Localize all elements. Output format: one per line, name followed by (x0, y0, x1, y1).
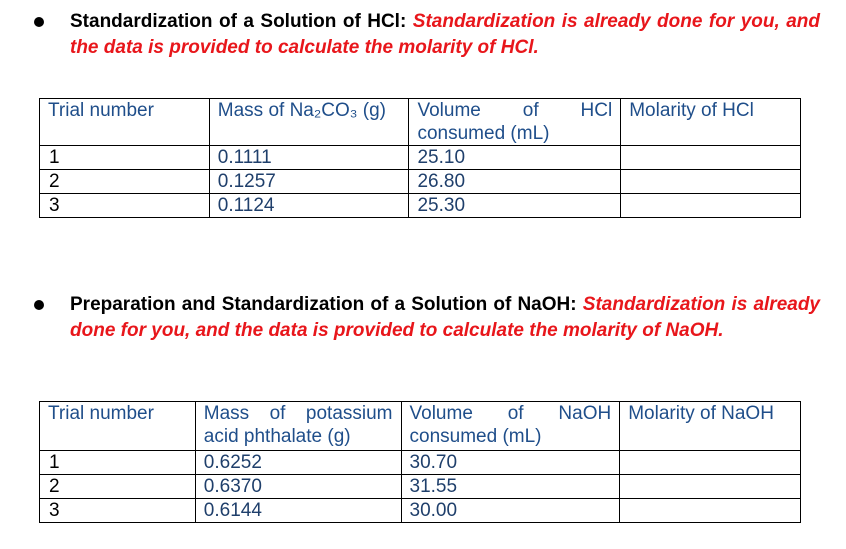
section1-note: Standardization is already done for you, and the data is provided to calculate the molarity of HCl. (70, 11, 820, 58)
table-row (40, 451, 801, 475)
cell-molarity[interactable] (621, 146, 801, 170)
cell-mass: 0.1124 (209, 194, 409, 218)
cell-volume: 31.55 (401, 475, 620, 499)
bullet-icon (34, 17, 44, 27)
cell-trial: 2 (40, 170, 210, 194)
naoh-table (39, 401, 801, 523)
section2-note: Standardization is already done for you, and the data is provided to calculate the molarity of NaOH. (70, 294, 821, 341)
cell-volume: 30.00 (401, 499, 620, 523)
cell-volume: 30.70 (401, 451, 620, 475)
cell-volume: 25.30 (409, 194, 621, 218)
section1-heading: Standardization of a Solution of HCl: (70, 11, 407, 32)
header-trial-number: Trial number (40, 99, 210, 146)
hcl-table (39, 98, 801, 218)
table-row (40, 194, 801, 218)
section2-paragraph (70, 292, 820, 344)
header-volume: Volume of NaOH consumed (mL) (401, 402, 620, 451)
table-row (40, 499, 801, 523)
cell-trial: 3 (40, 499, 196, 523)
cell-mass: 0.6144 (195, 499, 401, 523)
section1-paragraph (70, 9, 820, 61)
cell-molarity[interactable] (620, 451, 801, 475)
table-row (40, 146, 801, 170)
table-row (40, 170, 801, 194)
cell-trial: 1 (40, 146, 210, 170)
cell-molarity[interactable] (621, 170, 801, 194)
header-molarity: Molarity of HCl (621, 99, 801, 146)
cell-molarity[interactable] (620, 499, 801, 523)
cell-molarity[interactable] (620, 475, 801, 499)
cell-trial: 2 (40, 475, 196, 499)
cell-mass: 0.1257 (209, 170, 409, 194)
cell-mass: 0.6370 (195, 475, 401, 499)
header-mass: Mass of potassium acid phthalate (g) (195, 402, 401, 451)
cell-volume: 25.10 (409, 146, 621, 170)
bullet-icon (34, 300, 44, 310)
cell-mass: 0.6252 (195, 451, 401, 475)
header-trial-number: Trial number (40, 402, 196, 451)
cell-mass: 0.1111 (209, 146, 409, 170)
cell-molarity[interactable] (621, 194, 801, 218)
header-molarity: Molarity of NaOH (620, 402, 801, 451)
cell-volume: 26.80 (409, 170, 621, 194)
section2-heading: Preparation and Standardization of a Solution of NaOH: (70, 294, 577, 315)
cell-trial: 3 (40, 194, 210, 218)
header-volume: Volume of HCl consumed (mL) (409, 99, 621, 146)
header-mass: Mass of Na₂CO₃ (g) (209, 99, 409, 146)
table-row (40, 475, 801, 499)
cell-trial: 1 (40, 451, 196, 475)
